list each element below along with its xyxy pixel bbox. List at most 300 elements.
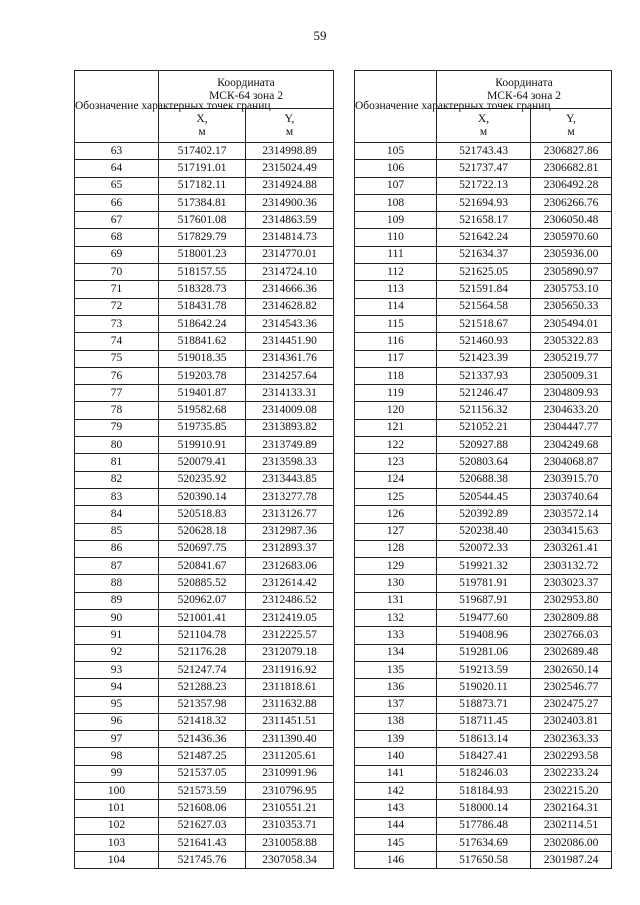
point-number-cell: 141 — [355, 765, 437, 782]
y-coordinate-cell: 2312419.05 — [246, 610, 334, 627]
table-row — [355, 713, 612, 730]
point-number-cell: 104 — [75, 852, 159, 869]
y-coordinate-cell: 2314770.01 — [246, 246, 334, 263]
table-row — [355, 540, 612, 557]
point-number-cell: 146 — [355, 852, 437, 869]
y-unit: м — [285, 125, 294, 138]
table-row — [75, 143, 334, 160]
y-coordinate-cell: 2312225.57 — [246, 627, 334, 644]
point-number-cell: 122 — [355, 437, 437, 454]
table-row — [75, 731, 334, 748]
table-row — [355, 264, 612, 281]
y-coordinate-cell: 2314924.88 — [246, 177, 334, 194]
table-row — [75, 298, 334, 315]
x-coordinate-cell: 520841.67 — [159, 558, 246, 575]
point-number-cell: 77 — [75, 385, 159, 402]
x-coordinate-cell: 520885.52 — [159, 575, 246, 592]
point-number-cell: 99 — [75, 765, 159, 782]
point-number-cell: 134 — [355, 644, 437, 661]
y-coordinate-cell: 2302475.27 — [531, 696, 612, 713]
table-row — [355, 661, 612, 678]
y-coordinate-cell: 2305970.60 — [531, 229, 612, 246]
x-coordinate-cell: 519687.91 — [437, 592, 531, 609]
x-coordinate-cell: 521694.93 — [437, 194, 531, 211]
y-coordinate-cell: 2310991.96 — [246, 765, 334, 782]
page-number: 59 — [313, 28, 327, 43]
table-row — [75, 679, 334, 696]
point-number-cell: 69 — [75, 246, 159, 263]
y-label: Y, — [284, 112, 295, 125]
table-row — [355, 385, 612, 402]
y-coordinate-cell: 2306266.76 — [531, 194, 612, 211]
table-row — [75, 627, 334, 644]
y-coordinate-cell: 2310058.88 — [246, 834, 334, 851]
y-coordinate-cell: 2315024.49 — [246, 160, 334, 177]
x-coordinate-cell: 519781.91 — [437, 575, 531, 592]
point-number-cell: 81 — [75, 454, 159, 471]
table-row — [75, 350, 334, 367]
y-coordinate-cell: 2302293.58 — [531, 748, 612, 765]
x-coordinate-cell: 521737.47 — [437, 160, 531, 177]
y-coordinate-cell: 2312486.52 — [246, 592, 334, 609]
y-coordinate-cell: 2302650.14 — [531, 661, 612, 678]
x-coordinate-cell: 521176.28 — [159, 644, 246, 661]
point-number-cell: 63 — [75, 143, 159, 160]
x-coordinate-cell: 521642.24 — [437, 229, 531, 246]
x-coordinate-cell: 520628.18 — [159, 523, 246, 540]
x-coordinate-cell: 521658.17 — [437, 212, 531, 229]
table-row — [75, 644, 334, 661]
x-coordinate-cell: 517634.69 — [437, 834, 531, 851]
x-coordinate-cell: 518184.93 — [437, 782, 531, 799]
x-coordinate-cell: 521156.32 — [437, 402, 531, 419]
x-coordinate-cell: 518246.03 — [437, 765, 531, 782]
table-row — [355, 506, 612, 523]
point-number-cell: 79 — [75, 419, 159, 436]
y-coordinate-cell: 2303132.72 — [531, 558, 612, 575]
table-row — [355, 471, 612, 488]
x-coordinate-cell: 518001.23 — [159, 246, 246, 263]
x-coordinate-cell: 519213.59 — [437, 661, 531, 678]
point-number-cell: 106 — [355, 160, 437, 177]
y-coordinate-cell: 2302233.24 — [531, 765, 612, 782]
x-coordinate-cell: 521722.13 — [437, 177, 531, 194]
y-coordinate-cell: 2302086.00 — [531, 834, 612, 851]
point-number-cell: 93 — [75, 661, 159, 678]
table-row — [355, 367, 612, 384]
y-coordinate-cell: 2305890.97 — [531, 264, 612, 281]
table-row — [75, 800, 334, 817]
table-row — [355, 333, 612, 350]
table-row — [75, 246, 334, 263]
table-row — [355, 212, 612, 229]
designation-header: Обозначение характерных точек границ — [355, 71, 437, 143]
x-coordinate-cell: 519735.85 — [159, 419, 246, 436]
point-number-cell: 84 — [75, 506, 159, 523]
x-coordinate-cell: 519910.91 — [159, 437, 246, 454]
x-coordinate-cell: 517191.01 — [159, 160, 246, 177]
table-row — [355, 488, 612, 505]
y-coordinate-cell: 2313443.85 — [246, 471, 334, 488]
y-unit: м — [567, 125, 575, 138]
point-number-cell: 121 — [355, 419, 437, 436]
point-number-cell: 114 — [355, 298, 437, 315]
x-coordinate-cell: 518711.45 — [437, 713, 531, 730]
point-number-cell: 85 — [75, 523, 159, 540]
designation-header: Обозначение характерных точек границ — [75, 71, 159, 143]
point-number-cell: 128 — [355, 540, 437, 557]
y-coordinate-cell: 2302809.88 — [531, 610, 612, 627]
y-coordinate-cell: 2311451.51 — [246, 713, 334, 730]
point-number-cell: 138 — [355, 713, 437, 730]
point-number-cell: 131 — [355, 592, 437, 609]
x-coordinate-cell: 518841.62 — [159, 333, 246, 350]
y-coordinate-cell: 2312614.42 — [246, 575, 334, 592]
table-row — [355, 246, 612, 263]
y-coordinate-cell: 2303572.14 — [531, 506, 612, 523]
table-row — [75, 315, 334, 332]
table-row — [355, 782, 612, 799]
x-coordinate-cell: 519018.35 — [159, 350, 246, 367]
y-coordinate-cell: 2306682.81 — [531, 160, 612, 177]
point-number-cell: 120 — [355, 402, 437, 419]
table-row — [75, 471, 334, 488]
table-row — [355, 852, 612, 869]
x-unit: м — [198, 125, 206, 138]
x-coordinate-cell: 518000.14 — [437, 800, 531, 817]
point-number-cell: 75 — [75, 350, 159, 367]
y-coordinate-cell: 2314451.90 — [246, 333, 334, 350]
y-coordinate-cell: 2304633.20 — [531, 402, 612, 419]
point-number-cell: 105 — [355, 143, 437, 160]
point-number-cell: 78 — [75, 402, 159, 419]
point-number-cell: 140 — [355, 748, 437, 765]
x-coordinate-cell: 520927.88 — [437, 437, 531, 454]
y-coordinate-cell: 2314543.36 — [246, 315, 334, 332]
table-row — [75, 661, 334, 678]
table-row — [355, 177, 612, 194]
y-coordinate-cell: 2303740.64 — [531, 488, 612, 505]
y-coordinate-cell: 2305009.31 — [531, 367, 612, 384]
table-row — [355, 315, 612, 332]
table-row — [355, 160, 612, 177]
point-number-cell: 73 — [75, 315, 159, 332]
table-row — [75, 696, 334, 713]
y-coordinate-cell: 2311390.40 — [246, 731, 334, 748]
y-coordinate-cell: 2312893.37 — [246, 540, 334, 557]
y-coordinate-cell: 2314009.08 — [246, 402, 334, 419]
x-coordinate-cell: 518328.73 — [159, 281, 246, 298]
x-coordinate-cell: 520544.45 — [437, 488, 531, 505]
table-row — [355, 229, 612, 246]
x-coordinate-cell: 521423.39 — [437, 350, 531, 367]
x-coordinate-cell: 518873.71 — [437, 696, 531, 713]
point-number-cell: 96 — [75, 713, 159, 730]
table-row — [75, 610, 334, 627]
x-coordinate-cell: 517650.58 — [437, 852, 531, 869]
point-number-cell: 94 — [75, 679, 159, 696]
y-coordinate-cell: 2302766.03 — [531, 627, 612, 644]
x-coordinate-cell: 519281.06 — [437, 644, 531, 661]
x-unit: м — [479, 125, 488, 138]
point-number-cell: 118 — [355, 367, 437, 384]
table-row — [355, 800, 612, 817]
x-coordinate-cell: 520697.75 — [159, 540, 246, 557]
x-coordinate-cell: 518157.55 — [159, 264, 246, 281]
table-row — [75, 765, 334, 782]
point-number-cell: 125 — [355, 488, 437, 505]
point-number-cell: 132 — [355, 610, 437, 627]
table-row — [75, 506, 334, 523]
table-row — [75, 558, 334, 575]
y-coordinate-cell: 2310551.21 — [246, 800, 334, 817]
y-coordinate-cell: 2302689.48 — [531, 644, 612, 661]
x-coordinate-cell: 517402.17 — [159, 143, 246, 160]
y-coordinate-cell: 2306827.86 — [531, 143, 612, 160]
x-coordinate-cell: 521247.74 — [159, 661, 246, 678]
coordinates-table-left — [74, 70, 334, 869]
point-number-cell: 115 — [355, 315, 437, 332]
y-header — [246, 109, 334, 143]
x-label: X, — [477, 112, 490, 125]
coordinate-system-label: МСК-64 зона 2 — [209, 89, 283, 102]
x-coordinate-cell: 520688.38 — [437, 471, 531, 488]
y-coordinate-cell: 2302953.80 — [531, 592, 612, 609]
x-coordinate-cell: 520238.40 — [437, 523, 531, 540]
point-number-cell: 76 — [75, 367, 159, 384]
table-row — [355, 419, 612, 436]
y-coordinate-cell: 2303915.70 — [531, 471, 612, 488]
x-coordinate-cell: 519203.78 — [159, 367, 246, 384]
x-coordinate-cell: 518642.24 — [159, 315, 246, 332]
x-coordinate-cell: 517182.11 — [159, 177, 246, 194]
x-coordinate-cell: 518427.41 — [437, 748, 531, 765]
table-row — [75, 194, 334, 211]
point-number-cell: 83 — [75, 488, 159, 505]
y-coordinate-cell: 2304068.87 — [531, 454, 612, 471]
y-coordinate-cell: 2304249.68 — [531, 437, 612, 454]
point-number-cell: 119 — [355, 385, 437, 402]
y-coordinate-cell: 2314133.31 — [246, 385, 334, 402]
y-coordinate-cell: 2313277.78 — [246, 488, 334, 505]
point-number-cell: 82 — [75, 471, 159, 488]
x-coordinate-cell: 520803.64 — [437, 454, 531, 471]
table-row — [75, 540, 334, 557]
x-coordinate-cell: 521487.25 — [159, 748, 246, 765]
y-coordinate-cell: 2314814.73 — [246, 229, 334, 246]
y-coordinate-cell: 2310353.71 — [246, 817, 334, 834]
x-coordinate-cell: 521436.36 — [159, 731, 246, 748]
table-row — [355, 143, 612, 160]
y-coordinate-cell: 2314863.59 — [246, 212, 334, 229]
table-row — [355, 679, 612, 696]
point-number-cell: 72 — [75, 298, 159, 315]
point-number-cell: 74 — [75, 333, 159, 350]
point-number-cell: 97 — [75, 731, 159, 748]
y-coordinate-cell: 2314257.64 — [246, 367, 334, 384]
table-row — [75, 488, 334, 505]
table-row — [355, 731, 612, 748]
y-coordinate-cell: 2314998.89 — [246, 143, 334, 160]
y-coordinate-cell: 2301987.24 — [531, 852, 612, 869]
x-coordinate-cell: 518431.78 — [159, 298, 246, 315]
point-number-cell: 103 — [75, 834, 159, 851]
point-number-cell: 86 — [75, 540, 159, 557]
point-number-cell: 90 — [75, 610, 159, 627]
y-coordinate-cell: 2306492.28 — [531, 177, 612, 194]
y-coordinate-cell: 2313893.82 — [246, 419, 334, 436]
x-coordinate-cell: 521634.37 — [437, 246, 531, 263]
y-coordinate-cell: 2302363.33 — [531, 731, 612, 748]
x-coordinate-cell: 521104.78 — [159, 627, 246, 644]
table-row — [75, 817, 334, 834]
x-coordinate-cell: 521641.43 — [159, 834, 246, 851]
x-coordinate-cell: 521052.21 — [437, 419, 531, 436]
table-row — [355, 765, 612, 782]
point-number-cell: 109 — [355, 212, 437, 229]
x-coordinate-cell: 520072.33 — [437, 540, 531, 557]
x-coordinate-cell: 521743.43 — [437, 143, 531, 160]
x-label: X, — [196, 112, 208, 125]
y-header — [531, 109, 612, 143]
point-number-cell: 68 — [75, 229, 159, 246]
table-row — [355, 748, 612, 765]
point-number-cell: 91 — [75, 627, 159, 644]
point-number-cell: 101 — [75, 800, 159, 817]
table-row — [355, 437, 612, 454]
table-row — [75, 419, 334, 436]
x-coordinate-cell: 519020.11 — [437, 679, 531, 696]
x-coordinate-cell: 517601.08 — [159, 212, 246, 229]
y-coordinate-cell: 2303023.37 — [531, 575, 612, 592]
x-coordinate-cell: 521745.76 — [159, 852, 246, 869]
y-coordinate-cell: 2302403.81 — [531, 713, 612, 730]
point-number-cell: 112 — [355, 264, 437, 281]
x-coordinate-cell: 517384.81 — [159, 194, 246, 211]
y-coordinate-cell: 2302546.77 — [531, 679, 612, 696]
point-number-cell: 71 — [75, 281, 159, 298]
table-row — [355, 627, 612, 644]
point-number-cell: 80 — [75, 437, 159, 454]
y-coordinate-cell: 2312683.06 — [246, 558, 334, 575]
y-coordinate-cell: 2304447.77 — [531, 419, 612, 436]
y-coordinate-cell: 2312079.18 — [246, 644, 334, 661]
y-coordinate-cell: 2302114.51 — [531, 817, 612, 834]
point-number-cell: 66 — [75, 194, 159, 211]
x-coordinate-cell: 519921.32 — [437, 558, 531, 575]
y-coordinate-cell: 2314628.82 — [246, 298, 334, 315]
table-row — [75, 160, 334, 177]
point-number-cell: 129 — [355, 558, 437, 575]
x-coordinate-cell: 519477.60 — [437, 610, 531, 627]
point-number-cell: 67 — [75, 212, 159, 229]
point-number-cell: 70 — [75, 264, 159, 281]
table-row — [75, 177, 334, 194]
point-number-cell: 110 — [355, 229, 437, 246]
point-number-cell: 65 — [75, 177, 159, 194]
table-row — [355, 402, 612, 419]
coordinate-header-title: Координата — [495, 76, 553, 89]
table-row — [355, 523, 612, 540]
y-coordinate-cell: 2311916.92 — [246, 661, 334, 678]
point-number-cell: 108 — [355, 194, 437, 211]
table-row — [355, 592, 612, 609]
point-number-cell: 98 — [75, 748, 159, 765]
x-coordinate-cell: 520235.92 — [159, 471, 246, 488]
table-row — [355, 644, 612, 661]
x-coordinate-cell: 519582.68 — [159, 402, 246, 419]
y-coordinate-cell: 2311818.61 — [246, 679, 334, 696]
table-row — [355, 834, 612, 851]
table-row — [355, 194, 612, 211]
x-coordinate-cell: 521460.93 — [437, 333, 531, 350]
x-coordinate-cell: 521627.03 — [159, 817, 246, 834]
point-number-cell: 127 — [355, 523, 437, 540]
table-row — [75, 782, 334, 799]
x-coordinate-cell: 521591.84 — [437, 281, 531, 298]
y-coordinate-cell: 2314900.36 — [246, 194, 334, 211]
y-coordinate-cell: 2313126.77 — [246, 506, 334, 523]
point-number-cell: 124 — [355, 471, 437, 488]
coordinates-table-right — [354, 70, 612, 869]
x-coordinate-cell: 521001.41 — [159, 610, 246, 627]
point-number-cell: 64 — [75, 160, 159, 177]
x-coordinate-cell: 521608.06 — [159, 800, 246, 817]
x-header — [437, 109, 531, 143]
y-coordinate-cell: 2305753.10 — [531, 281, 612, 298]
point-number-cell: 144 — [355, 817, 437, 834]
x-coordinate-cell: 521418.32 — [159, 713, 246, 730]
point-number-cell: 126 — [355, 506, 437, 523]
y-coordinate-cell: 2314724.10 — [246, 264, 334, 281]
coordinate-header-title: Координата — [217, 76, 275, 89]
table-row — [355, 454, 612, 471]
y-coordinate-cell: 2305219.77 — [531, 350, 612, 367]
x-coordinate-cell: 521337.93 — [437, 367, 531, 384]
table-row — [75, 713, 334, 730]
table-row — [355, 696, 612, 713]
table-row — [75, 333, 334, 350]
table-row — [75, 264, 334, 281]
y-coordinate-cell: 2306050.48 — [531, 212, 612, 229]
point-number-cell: 89 — [75, 592, 159, 609]
point-number-cell: 139 — [355, 731, 437, 748]
y-coordinate-cell: 2310796.95 — [246, 782, 334, 799]
y-coordinate-cell: 2311205.61 — [246, 748, 334, 765]
x-coordinate-cell: 519401.87 — [159, 385, 246, 402]
table-row — [75, 575, 334, 592]
point-number-cell: 92 — [75, 644, 159, 661]
x-coordinate-cell: 521573.59 — [159, 782, 246, 799]
y-coordinate-cell: 2304809.93 — [531, 385, 612, 402]
y-label: Y, — [566, 112, 576, 125]
x-coordinate-cell: 521357.98 — [159, 696, 246, 713]
x-coordinate-cell: 521537.05 — [159, 765, 246, 782]
table-row — [355, 610, 612, 627]
table-row — [75, 212, 334, 229]
table-row — [75, 385, 334, 402]
point-number-cell: 113 — [355, 281, 437, 298]
point-number-cell: 107 — [355, 177, 437, 194]
x-coordinate-cell: 521518.67 — [437, 315, 531, 332]
point-number-cell: 145 — [355, 834, 437, 851]
table-row — [75, 281, 334, 298]
x-coordinate-cell: 521288.23 — [159, 679, 246, 696]
y-coordinate-cell: 2312987.36 — [246, 523, 334, 540]
x-coordinate-cell: 517786.48 — [437, 817, 531, 834]
y-coordinate-cell: 2303415.63 — [531, 523, 612, 540]
x-coordinate-cell: 521625.05 — [437, 264, 531, 281]
